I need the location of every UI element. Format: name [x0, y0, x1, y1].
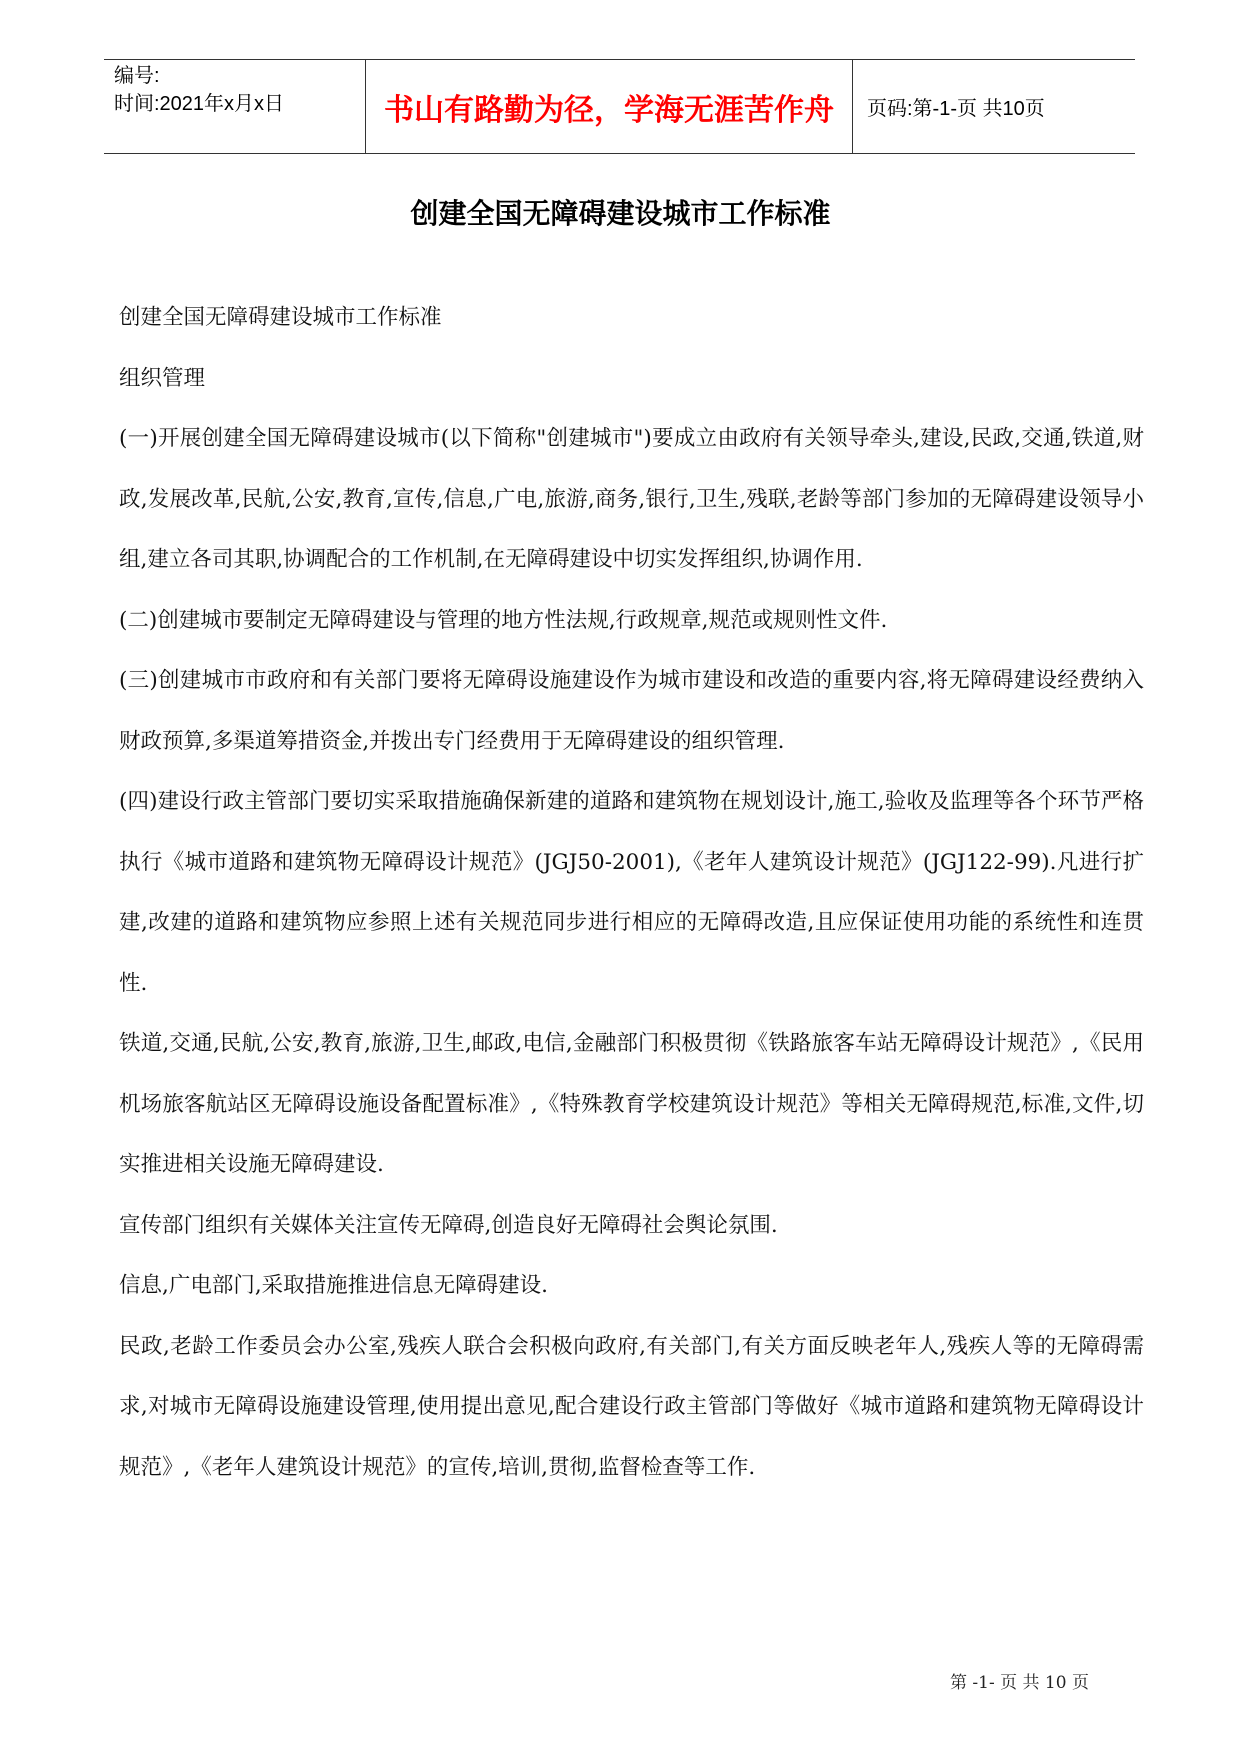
paragraph: 宣传部门组织有关媒体关注宣传无障碍,创造良好无障碍社会舆论氛围.: [119, 1212, 778, 1238]
page-header: [104, 59, 1135, 154]
paragraph: (一)开展创建全国无障碍建设城市(以下简称"创建城市")要成立由政府有关领导牵头,建设,民政,交通,铁道,财政,发展改革,民航,公安,教育,宣传,信息,广电,旅游,商务,银行,卫生,残联,老龄等部门参加的无障碍建设领导小组,建立各司其职,协调配合的工作机制,在无障碍建设中切实发挥组织,协调作用.: [119, 426, 1144, 572]
paragraph: 民政,老龄工作委员会办公室,残疾人联合会积极向政府,有关部门,有关方面反映老年人,残疾人等的无障碍需求,对城市无障碍设施建设管理,使用提出意见,配合建设行政主管部门等做好《城市道路和建筑物无障碍设计规范》,《老年人建筑设计规范》的宣传,培训,贯彻,监督检查等工作.: [119, 1333, 1144, 1480]
document-time-label: 时间:2021年x月x日: [114, 93, 285, 115]
paragraph: (四)建设行政主管部门要切实采取措施确保新建的道路和建筑物在规划设计,施工,验收及监理等各个环节严格执行《城市道路和建筑物无障碍设计规范》(JGJ50-2001),《老年人建筑设计规范》(JGJ122-99).凡进行扩建,改建的道路和建筑物应参照上述有关规范同步进行相应的无障碍改造,且应保证使用功能的系统性和连贯性.: [119, 789, 1144, 996]
document-number-label: 编号:: [114, 65, 160, 87]
paragraph: (二)创建城市要制定无障碍建设与管理的地方性法规,行政规章,规范或规则性文件.: [119, 607, 888, 633]
paragraph: 组织管理: [119, 365, 206, 391]
paragraph: (三)创建城市市政府和有关部门要将无障碍设施建设作为城市建设和改造的重要内容,将无障碍建设经费纳入财政预算,多渠道筹措资金,并拨出专门经费用于无障碍建设的组织管理.: [119, 668, 1144, 754]
paragraph: 铁道,交通,民航,公安,教育,旅游,卫生,邮政,电信,金融部门积极贯彻《铁路旅客车站无障碍设计规范》,《民用机场旅客航站区无障碍设施设备配置标准》,《特殊教育学校建筑设计规范》等相关无障碍规范,标准,文件,切实推进相关设施无障碍建设.: [119, 1031, 1144, 1177]
document-title: 创建全国无障碍建设城市工作标准: [410, 197, 831, 230]
header-meta: [104, 60, 366, 153]
paragraph: 创建全国无障碍建设城市工作标准: [119, 305, 442, 330]
header-motto: 书山有路勤为径，学海无涯苦作舟: [366, 60, 853, 153]
header-page-info: 页码:第-1-页 共10页: [867, 98, 1045, 120]
paragraph: 信息,广电部门,采取措施推进信息无障碍建设.: [119, 1273, 549, 1298]
page-footer: 第 -1- 页 共 10 页: [950, 1673, 1089, 1693]
document-body: [119, 288, 1144, 1498]
